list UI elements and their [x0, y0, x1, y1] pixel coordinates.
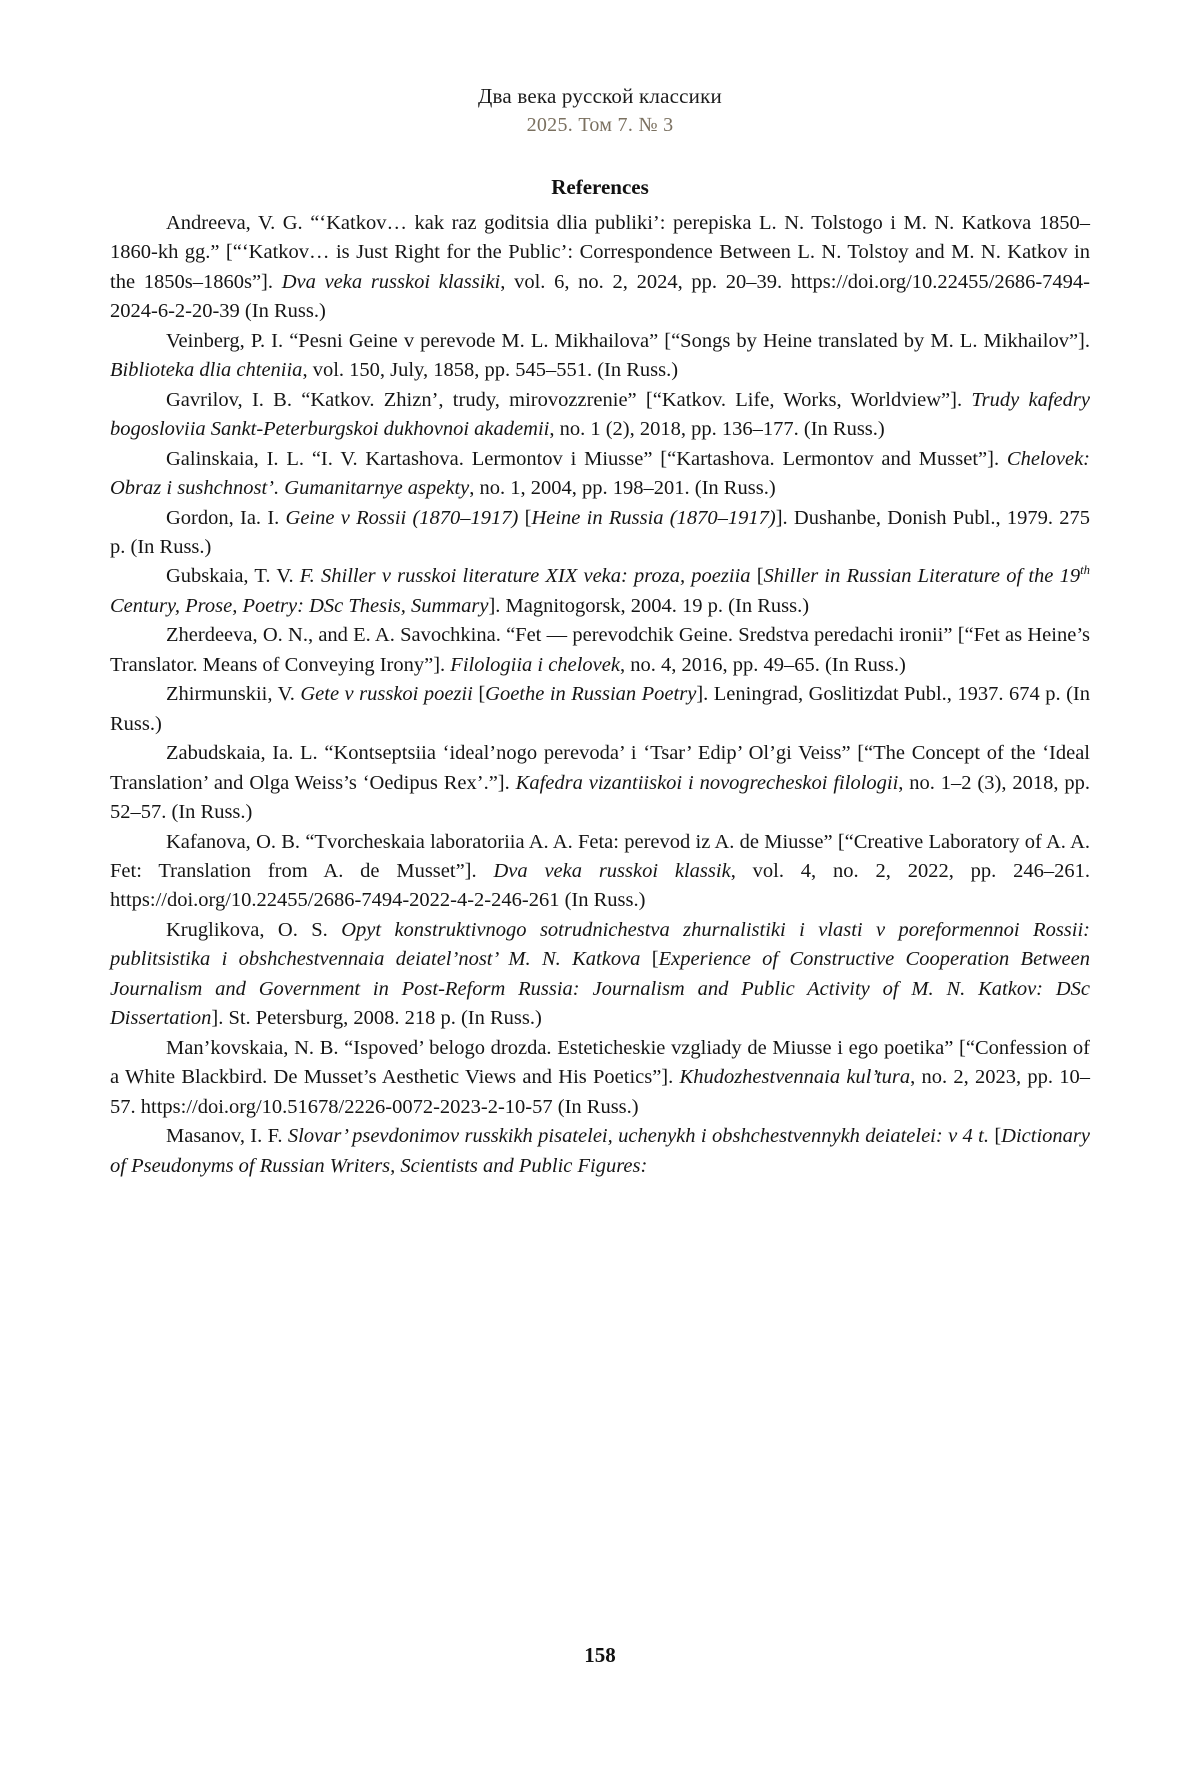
- reference-text-segment: [: [994, 1125, 1002, 1148]
- reference-text-segment: Andreeva, V. G. “‘Katkov… kak raz goditsia dlia publiki’: perepiska L. N. Tolstogo i M. N. Katkova 1850–1860-kh gg.” [“‘Katkov… is Just Right for the Public’: Correspondence Between L. N. Tolstoy and M. N. Katkov in the 1850s–1860s”].: [110, 212, 1090, 293]
- reference-entry: [110, 209, 1090, 327]
- reference-text-segment: Experience of Constructive Cooperation Between Journalism and Government in Post-Reform Russia: Journalism and Public Activity of M. N. Katkov: DSc Dissertation: [110, 948, 1090, 1030]
- reference-text-segment: Gubskaia, T. V.: [166, 565, 300, 588]
- reference-entry: [110, 621, 1090, 680]
- reference-text-segment: [: [524, 506, 532, 529]
- reference-text-segment: ]. Leningrad, Goslitizdat Publ., 1937. 674 p. (In Russ.): [110, 683, 1090, 735]
- reference-text-segment: th: [1080, 563, 1090, 578]
- references-heading: References: [551, 175, 649, 199]
- page-number: 158: [584, 1643, 616, 1667]
- reference-text-segment: Slovar’ psevdonimov russkikh pisatelei, uchenykh i obshchestvennykh deiatelei: v 4 t.: [287, 1125, 995, 1148]
- reference-text-segment: Gavrilov, I. B. “Katkov. Zhizn’, trudy, mirovozzrenie” [“Katkov. Life, Works, Worldview”].: [166, 388, 972, 411]
- reference-text-segment: Biblioteka dlia chteniia: [110, 359, 303, 382]
- reference-text-segment: , vol. 6, no. 2, 2024, pp. 20–39. https://doi.org/10.22455/2686-7494-2024-6-2-20-39 (In Russ.): [110, 270, 1090, 323]
- reference-text-segment: Trudy kafedry bogosloviia Sankt-Peterburgskoi dukhovnoi akademii: [110, 388, 1090, 441]
- reference-text-segment: , no. 1–2 (3), 2018, pp. 52–57. (In Russ.): [110, 771, 1090, 824]
- reference-text-segment: Geine v Rossii (1870–1917): [285, 506, 525, 529]
- reference-text-segment: F. Shiller v russkoi literature XIX veka: proza, poeziia: [299, 565, 757, 588]
- reference-text-segment: Goethe in Russian Poetry: [485, 683, 697, 706]
- reference-entry: [110, 1122, 1090, 1181]
- reference-text-segment: ]. Magnitogorsk, 2004. 19 p. (In Russ.): [488, 594, 810, 617]
- reference-text-segment: Dva veka russkoi klassik: [493, 859, 731, 882]
- reference-text-segment: Galinskaia, I. L. “I. V. Kartashova. Lermontov i Miusse” [“Kartashova. Lermontov and Musset”].: [166, 447, 1007, 470]
- reference-text-segment: Veinberg, P. I. “Pesni Geine v perevode M. L. Mikhailova” [“Songs by Heine translated by M. L. Mikhailov”].: [166, 329, 1090, 352]
- reference-text-segment: Zherdeeva, O. N., and E. A. Savochkina. “Fet — perevodchik Geine. Sredstva peredachi ironii” [“Fet as Heine’s Translator. Means of Conveying Irony”].: [110, 624, 1090, 676]
- reference-entry: [110, 1034, 1090, 1122]
- page-header: [0, 0, 1200, 137]
- reference-text-segment: Gordon, Ia. I.: [166, 506, 286, 529]
- reference-text-segment: Kruglikova, O. S.: [166, 918, 342, 941]
- reference-entry: [110, 739, 1090, 827]
- reference-text-segment: ]. St. Petersburg, 2008. 218 p. (In Russ.): [211, 1007, 542, 1030]
- reference-entry: [110, 916, 1090, 1034]
- reference-text-segment: , no. 4, 2016, pp. 49–65. (In Russ.): [619, 653, 906, 676]
- reference-text-segment: Opyt konstruktivnogo sotrudnichestva zhurnalistiki i vlasti v poreformennoi Rossii: publitsistika i obshchestvennaia deiatel’nost’ M. N. Katkova: [110, 918, 1090, 971]
- reference-text-segment: , no. 2, 2023, pp. 10–57. https://doi.org/10.51678/2226-0072-2023-2-10-57 (In Russ.): [110, 1066, 1090, 1118]
- reference-entry: [110, 327, 1090, 386]
- reference-text-segment: Kafanova, O. B. “Tvorcheskaia laboratoriia A. A. Feta: perevod iz A. de Miusse” [“Creative Laboratory of A. A. Fet: Translation from A. de Musset”].: [110, 830, 1090, 882]
- reference-text-segment: [: [756, 565, 764, 588]
- reference-entry: [110, 445, 1090, 504]
- reference-entry: [110, 680, 1090, 739]
- reference-text-segment: , vol. 150, July, 1858, pp. 545–551. (In Russ.): [302, 359, 679, 382]
- issue-info: 2025. Том 7. № 3: [526, 114, 674, 136]
- reference-text-segment: Dictionary of Pseudonyms of Russian Writers, Scientists and Public Figures:: [110, 1125, 1090, 1177]
- journal-title: Два века русской классики: [478, 84, 722, 108]
- reference-text-segment: , no. 1, 2004, pp. 198–201. (In Russ.): [469, 477, 776, 500]
- reference-text-segment: Filologiia i chelovek: [450, 653, 620, 676]
- reference-entry: [110, 562, 1090, 621]
- reference-list: [110, 209, 1090, 1181]
- reference-text-segment: , no. 1 (2), 2018, pp. 136–177. (In Russ.): [549, 418, 885, 441]
- reference-text-segment: [: [478, 683, 486, 706]
- reference-text-segment: [: [651, 948, 659, 971]
- reference-text-segment: , vol. 4, no. 2, 2022, pp. 246–261. https://doi.org/10.22455/2686-7494-2022-4-2-246-261 (In Russ.): [110, 859, 1090, 912]
- reference-entry: [110, 386, 1090, 445]
- reference-text-segment: Dva veka russkoi klassiki: [281, 270, 501, 293]
- reference-text-segment: Kafedra vizantiiskoi i novogrecheskoi filologii: [515, 771, 899, 794]
- reference-entry: [110, 504, 1090, 563]
- reference-text-segment: Khudozhestvennaia kul’tura: [679, 1066, 911, 1089]
- reference-text-segment: Heine in Russia (1870–1917): [531, 506, 776, 529]
- reference-text-segment: Zabudskaia, Ia. L. “Kontseptsiia ‘ideal’nogo perevoda’ i ‘Tsar’ Edip’ Ol’gi Veiss” [“The Concept of the ‘Ideal Translation’ and Olga Weiss’s ‘Oedipus Rex’.”].: [110, 742, 1090, 794]
- reference-text-segment: Zhirmunskii, V.: [166, 683, 301, 706]
- reference-text-segment: Masanov, I. F.: [166, 1125, 288, 1148]
- reference-text-segment: Chelovek: Obraz i sushchnost’. Gumanitarnye aspekty: [110, 447, 1090, 500]
- reference-text-segment: Man’kovskaia, N. B. “Ispoved’ belogo drozda. Esteticheskie vzgliady de Miusse i ego poetika” [“Confession of a White Blackbird. De Musset’s Aesthetic Views and His Poetics”].: [110, 1036, 1090, 1089]
- reference-text-segment: Gete v russkoi poezii: [300, 683, 479, 706]
- reference-text-segment: ]. Dushanbe, Donish Publ., 1979. 275 p. (In Russ.): [110, 506, 1090, 558]
- reference-text-segment: Shiller in Russian Literature of the 19: [763, 565, 1081, 588]
- reference-text-segment: Century, Prose, Poetry: DSc Thesis, Summary: [110, 594, 489, 617]
- reference-entry: [110, 828, 1090, 916]
